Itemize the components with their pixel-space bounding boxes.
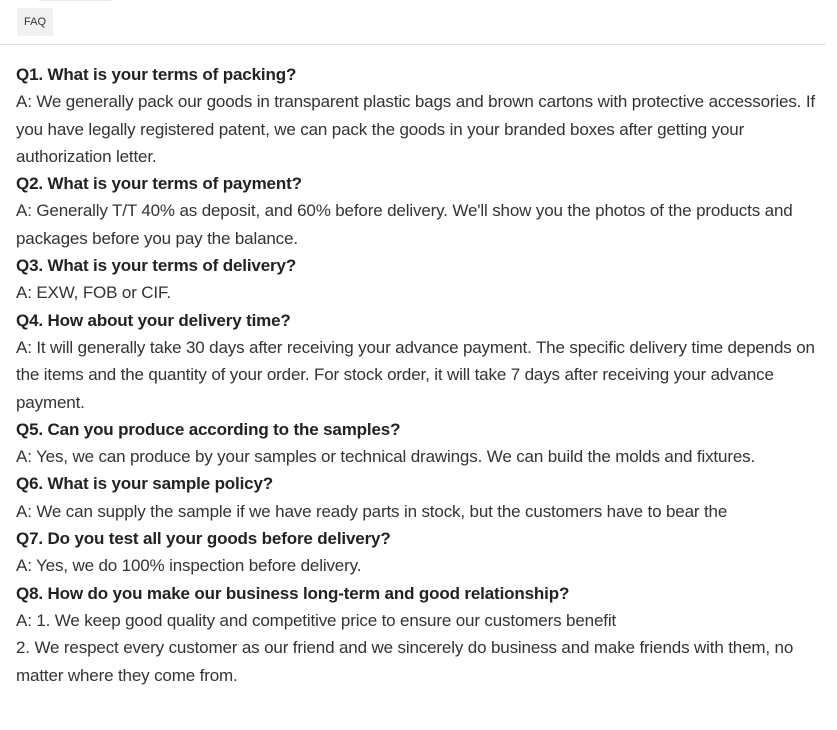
- faq-answer-2: A: Generally T/T 40% as deposit, and 60% before delivery. We'll show you the photos of the products and packages before you pay the balance.: [16, 201, 793, 248]
- faq-answer-6: A: We can supply the sample if we have ready parts in stock, but the customers have to bear the: [16, 501, 728, 521]
- faq-answer-7: A: Yes, we do 100% inspection before delivery.: [16, 556, 362, 576]
- faq-question-6: Q6. What is your sample policy?: [16, 474, 274, 494]
- faq-answer-3: A: EXW, FOB or CIF.: [16, 283, 171, 303]
- faq-question-5: Q5. Can you produce according to the samples?: [16, 419, 401, 439]
- faq-answer-8-line-2: 2. We respect every customer as our friend and we sincerely do business and make friends with them, no matter where they come from.: [16, 638, 794, 685]
- faq-answer-1: A: We generally pack our goods in transparent plastic bags and brown cartons with protective accessories. If you have legally registered patent, we can pack the goods in your branded boxes after getting your authorization letter.: [16, 92, 815, 166]
- faq-question-4: Q4. How about your delivery time?: [16, 310, 291, 330]
- faq-question-8: Q8. How do you make our business long-term and good relationship?: [16, 583, 570, 603]
- faq-answer-8-line-1: A: 1. We keep good quality and competitive price to ensure our customers benefit: [16, 610, 617, 630]
- tab-faq[interactable]: FAQ: [17, 8, 53, 36]
- faq-question-2: Q2. What is your terms of payment?: [16, 174, 302, 194]
- faq-answer-5: A: Yes, we can produce by your samples or technical drawings. We can build the molds and fixtures.: [16, 447, 756, 467]
- tab-bar: [0, 0, 826, 45]
- faq-answer-4: A: It will generally take 30 days after receiving your advance payment. The specific delivery time depends on the items and the quantity of your order. For stock order, it will take 7 days after receiving your advance payment.: [16, 337, 815, 412]
- faq-question-7: Q7. Do you test all your goods before delivery?: [16, 529, 391, 549]
- faq-question-1: Q1. What is your terms of packing?: [16, 65, 297, 84]
- faq-content: [16, 61, 828, 689]
- faq-question-3: Q3. What is your terms of delivery?: [16, 256, 297, 276]
